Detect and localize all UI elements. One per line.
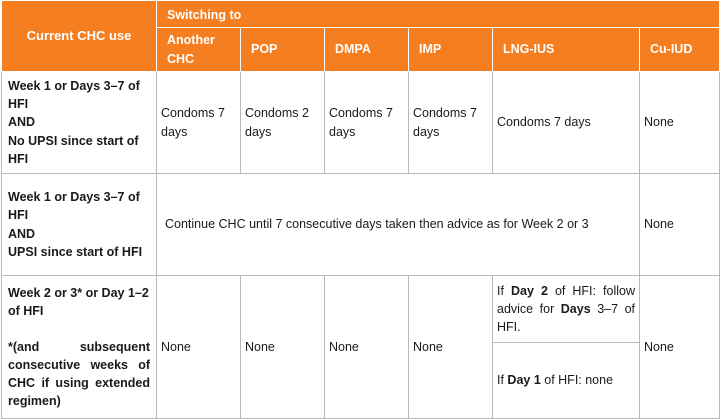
switching-to-header: Switching to bbox=[157, 1, 720, 28]
cell-another-chc: Condoms 7 days bbox=[157, 72, 241, 174]
cell-pop: Condoms 2 days bbox=[241, 72, 325, 174]
row-header bbox=[2, 174, 157, 276]
row-header-line: AND bbox=[8, 115, 36, 130]
table-row bbox=[2, 72, 720, 174]
cell-pop: None bbox=[241, 276, 325, 419]
table-row bbox=[2, 174, 720, 276]
row-header-line: No UPSI since start of HFI bbox=[8, 133, 139, 166]
cell-cu-iud: None bbox=[640, 174, 720, 276]
cell-another-chc: None bbox=[157, 276, 241, 419]
row-header-line: Week 1 or Days 3–7 of HFI bbox=[8, 79, 140, 112]
row-header-footnote: *(and subsequent consecutive weeks of CHC if using extended regimen) bbox=[8, 339, 150, 409]
cell-dmpa: None bbox=[325, 276, 409, 419]
row-header bbox=[2, 72, 157, 174]
row-header-line: Week 1 or Days 3–7 of HFI bbox=[8, 190, 140, 223]
corner-header: Current CHC use bbox=[2, 1, 157, 72]
cell-lng-ius: Condoms 7 days bbox=[493, 72, 640, 174]
col-header-lng-ius: LNG-IUS bbox=[493, 28, 640, 72]
row-header-line: AND bbox=[8, 226, 36, 241]
cell-cu-iud: None bbox=[640, 276, 720, 419]
cell-merged-advice: Continue CHC until 7 consecutive days taken then advice as for Week 2 or 3 bbox=[157, 174, 640, 276]
cell-dmpa: Condoms 7 days bbox=[325, 72, 409, 174]
col-header-dmpa: DMPA bbox=[325, 28, 409, 72]
cell-imp: Condoms 7 days bbox=[409, 72, 493, 174]
col-header-pop: POP bbox=[241, 28, 325, 72]
row-header-line: UPSI since start of HFI bbox=[8, 244, 143, 259]
switching-table bbox=[1, 0, 720, 419]
col-header-another-chc: Another CHC bbox=[157, 28, 241, 72]
cell-cu-iud: None bbox=[640, 72, 720, 174]
cell-lng-ius-day2: If Day 2 of HFI: follow advice for Days 3–7 of HFI. bbox=[493, 276, 640, 343]
cell-imp: None bbox=[409, 276, 493, 419]
table-row bbox=[2, 276, 720, 343]
col-header-cu-iud: Cu-IUD bbox=[640, 28, 720, 72]
row-header-line: Week 2 or 3* or Day 1–2 of HFI bbox=[8, 285, 149, 318]
row-header bbox=[2, 276, 157, 419]
col-header-imp: IMP bbox=[409, 28, 493, 72]
cell-lng-ius-day1: If Day 1 of HFI: none bbox=[493, 343, 640, 419]
